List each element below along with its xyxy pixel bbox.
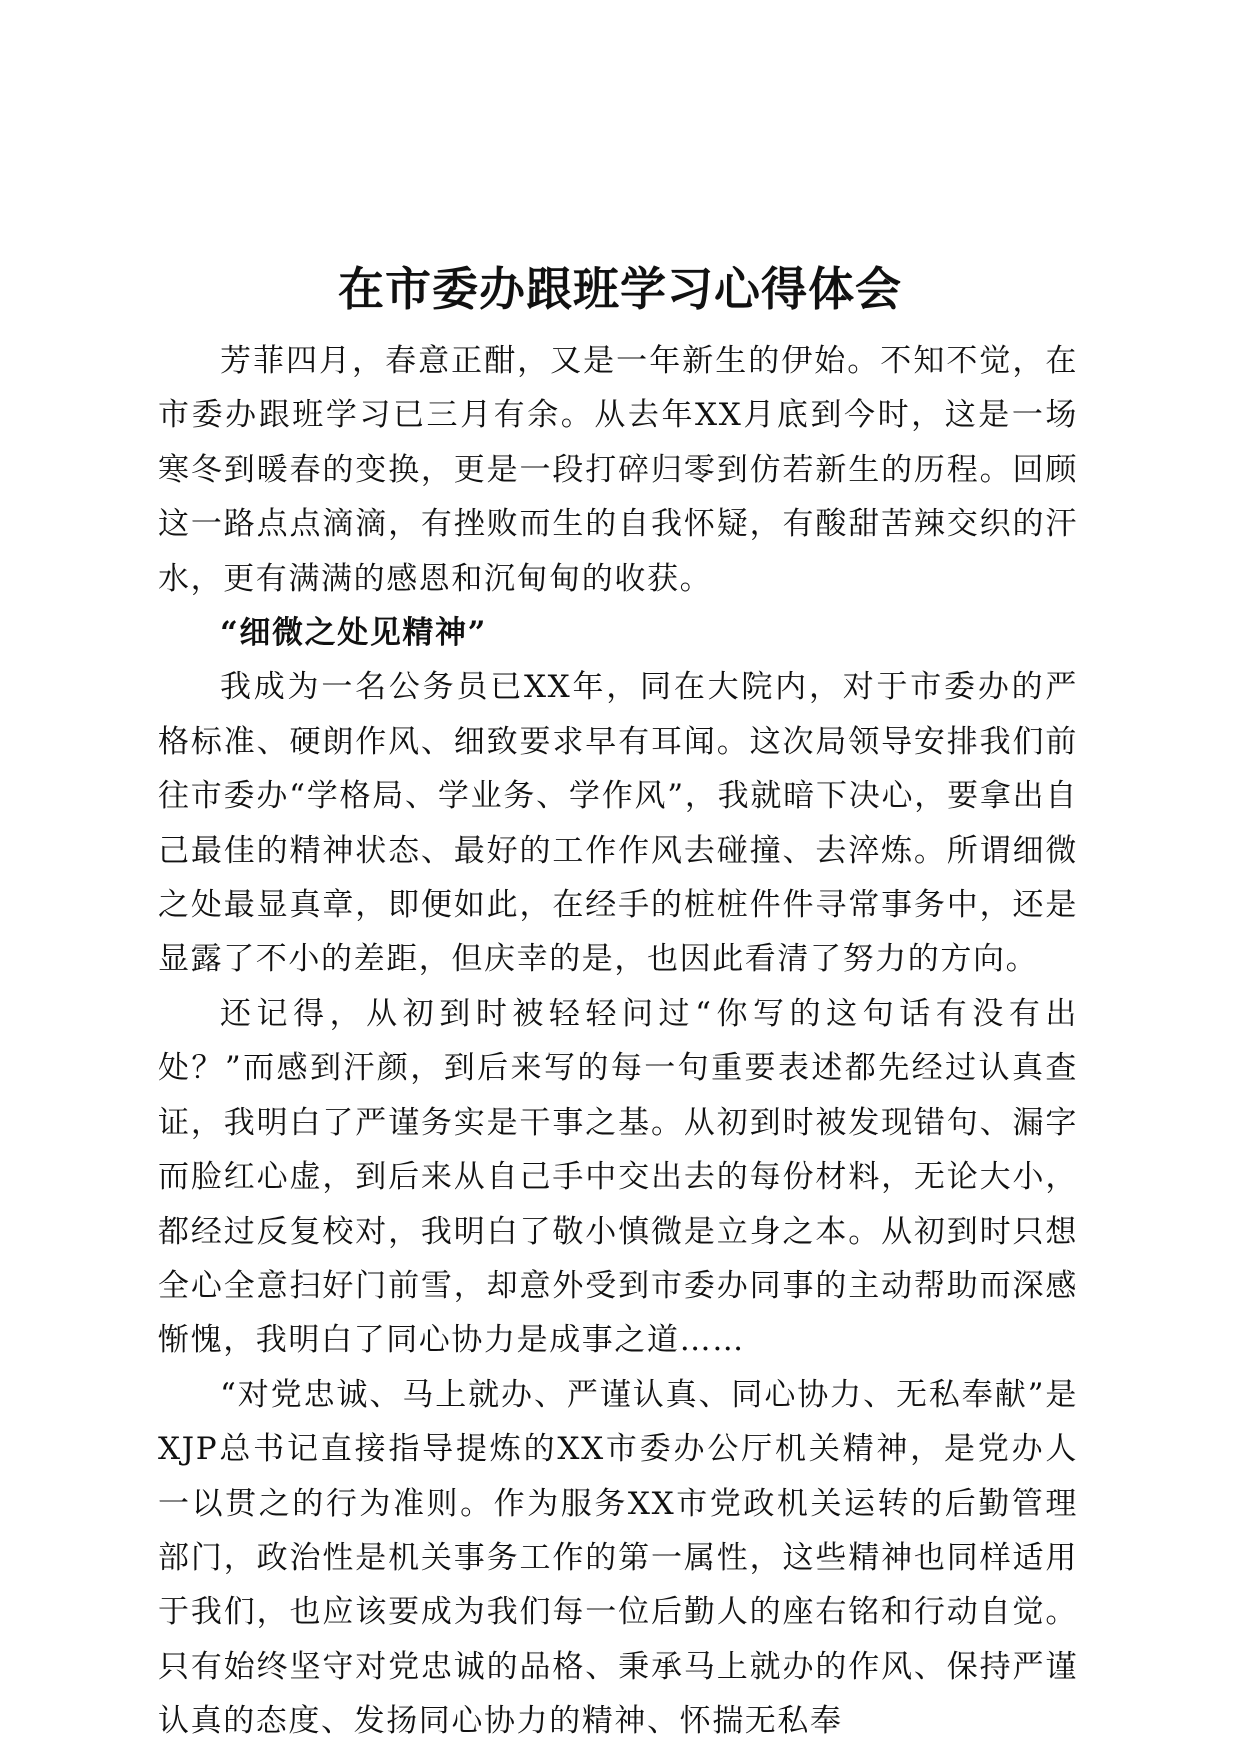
document-body [158, 334, 1078, 1749]
document-title: 在市委办跟班学习心得体会 [338, 262, 902, 316]
paragraph-background: 我成为一名公务员已XX年，同在大院内，对于市委办的严格标准、硬朗作风、细致要求早有耳闻。这次局领导安排我们前往市委办“学格局、学业务、学作风”，我就暗下决心，要拿出自己最佳的精神状态、最好的工作作风去碰撞、去淬炼。所谓细微之处最显真章，即便如此，在经手的桩桩件件寻常事务中，还是显露了不小的差距，但庆幸的是，也因此看清了努力的方向。 [158, 669, 1078, 978]
paragraph-intro: 芳菲四月，春意正酣，又是一年新生的伊始。不知不觉，在市委办跟班学习已三月有余。从去年XX月底到今时，这是一场寒冬到暖春的变换，更是一段打碎归零到仿若新生的历程。回顾这一路点点滴滴，有挫败而生的自我怀疑，有酸甜苦辣交织的汗水，更有满满的感恩和沉甸甸的收获。 [158, 343, 1078, 597]
paragraph-reflection: 还记得，从初到时被轻轻问过“你写的这句话有没有出处？”而感到汗颜，到后来写的每一句重要表述都先经过认真查证，我明白了严谨务实是干事之基。从初到时被发现错句、漏字而脸红心虚，到后来从自己手中交出去的每份材料，无论大小，都经过反复校对，我明白了敬小慎微是立身之本。从初到时只想全心全意扫好门前雪，却意外受到市委办同事的主动帮助而深感惭愧，我明白了同心协力是成事之道…… [158, 995, 1078, 1359]
section-heading: “细微之处见精神” [220, 615, 488, 652]
paragraph-spirit: “对党忠诚、马上就办、严谨认真、同心协力、无私奉献”是XJP总书记直接指导提炼的XX市委办公厅机关精神，是党办人一以贯之的行为准则。作为服务XX市党政机关运转的后勤管理部门，政治性是机关事务工作的第一属性，这些精神也同样适用于我们，也应该要成为我们每一位后勤人的座右铭和行动自觉。只有始终坚守对党忠诚的品格、秉承马上就办的作风、保持严谨认真的态度、发扬同心协力的精神、怀揣无私奉 [158, 1376, 1078, 1740]
